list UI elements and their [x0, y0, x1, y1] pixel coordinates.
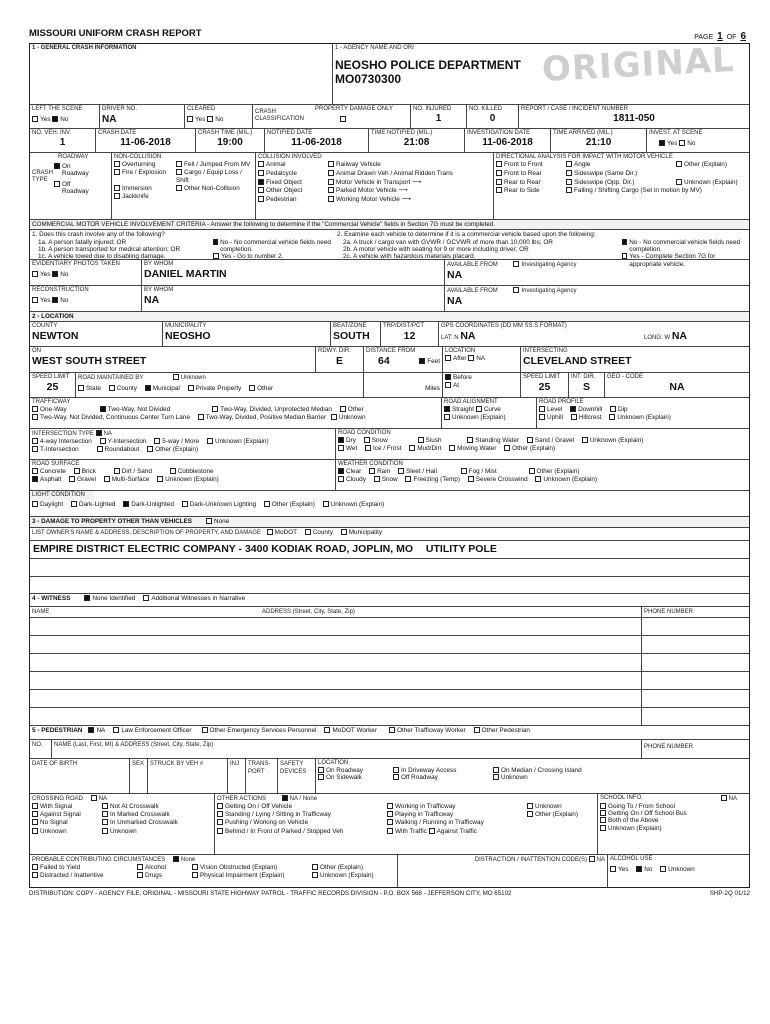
witness-columns-row: NAME ADDRESS (Street, City, State, Zip) PHONE NUMBER — [30, 607, 749, 618]
four-way-checkbox[interactable] — [32, 438, 38, 444]
form-id: SHP-2Q 01/12 — [709, 889, 750, 897]
getting-on-off-checkbox[interactable] — [217, 803, 223, 809]
railway-checkbox[interactable] — [328, 161, 334, 167]
arrow-right-icon: ⟶ — [398, 187, 408, 195]
crash-type-row: CRASH TYPE ROADWAY On Roadway Off Roadway NON-COLLISION Overturning Fell / Jumped From MV Fire / Explosion Cargo / Equip Loss / Shift Immersion Other Non-Collision Jackknife COLLISION INVOLVED Animal Railway Vehicle Pedalcycle Animal Drawn Veh / Animal Ridden Trans Fixed Object Motor Vehicle in Transport ⟶ Other Object Parked Motor Vehicle ⟶ Pedestrian Working Motor Vehicle ⟶ DIRECTIONAL ANALYSIS FOR IMPACT WITH MOTOR VEHICLE Front to Front Angle Other (Explain) Front to Rear Sideswipe (Same Dir.) Rear to Rear Sideswipe (Opp. Dir.) Unknown (Explain) Rear to Side Falling / Shifting Cargo (Set in motion by MV) — [30, 153, 749, 220]
pdo-checkbox[interactable] — [340, 116, 346, 122]
distraction-na-checkbox[interactable] — [589, 856, 595, 862]
physical-impair-checkbox[interactable] — [192, 872, 198, 878]
concrete-checkbox[interactable] — [32, 468, 38, 474]
recon-no-checkbox[interactable] — [52, 297, 58, 303]
section-3-title: 3 - DAMAGE TO PROPERTY OTHER THAN VEHICLES — [32, 518, 193, 526]
agency-block: 1 - AGENCY NAME AND ORI NEOSHO POLICE DEPARTMENT MO0730300 ORIGINAL — [333, 44, 749, 104]
immersion-checkbox[interactable] — [114, 185, 120, 191]
cmv-q2-no-checkbox[interactable] — [622, 239, 627, 245]
light-condition-row: LIGHT CONDITION Daylight Dark-Lighted Dark-Unlighted Dark-Unknown Lighting Other (Explain) Unknown (Explain) — [30, 491, 749, 517]
on-roadway-checkbox[interactable] — [54, 163, 60, 169]
cmv-q1-yes-checkbox[interactable] — [213, 253, 219, 259]
latitude-value: NA — [460, 330, 476, 343]
reconstruction-row: RECONSTRUCTION Yes No BY WHOM NA AVAILABLE FROM Investigating Agency NA — [30, 286, 749, 312]
dip-checkbox[interactable] — [610, 406, 616, 412]
driver-no-value: NA — [102, 113, 117, 125]
animal-checkbox[interactable] — [258, 161, 264, 167]
one-way-checkbox[interactable] — [32, 406, 38, 412]
trp-value: 12 — [403, 330, 416, 343]
other-object-checkbox[interactable] — [258, 187, 264, 193]
maint-state-checkbox[interactable] — [78, 385, 84, 391]
road-cond-other-checkbox[interactable] — [504, 445, 510, 451]
overturning-checkbox[interactable] — [114, 161, 120, 167]
speed-maint-row: SPEED LIMIT 25 ROAD MAINTAINED BY Unknown State County Municipal Private Property Other Miles Before At SPEED LIMIT 25 INT. DIR. S GEO - CODE NA — [30, 373, 749, 398]
severe-crosswind-checkbox[interactable] — [468, 476, 474, 482]
ped-emergency-checkbox[interactable] — [202, 727, 208, 733]
failed-yield-checkbox[interactable] — [32, 864, 38, 870]
parked-mv-checkbox[interactable] — [328, 187, 334, 193]
animal-drawn-checkbox[interactable] — [328, 170, 334, 176]
damage-municipality-checkbox[interactable] — [341, 529, 347, 535]
cmv-q1-no-checkbox[interactable] — [213, 239, 218, 245]
left-scene-yes-checkbox[interactable] — [32, 116, 38, 122]
hillcrest-checkbox[interactable] — [571, 414, 577, 420]
unmarked-crosswalk-checkbox[interactable] — [102, 819, 108, 825]
front-rear-checkbox[interactable] — [496, 170, 502, 176]
road-cond-unknown-checkbox[interactable] — [582, 437, 588, 443]
recon-agency-checkbox[interactable] — [513, 287, 519, 293]
crash-report-page — [29, 28, 750, 897]
damage-owner-text-row — [30, 541, 749, 559]
sand-gravel-checkbox[interactable] — [527, 437, 533, 443]
cleared-no-checkbox[interactable] — [207, 116, 213, 122]
witness-line-4 — [30, 672, 749, 690]
invest-scene-no-checkbox[interactable] — [679, 140, 685, 146]
slush-checkbox[interactable] — [418, 437, 424, 443]
witness-additional-checkbox[interactable] — [143, 595, 149, 601]
sideswipe-opp-checkbox[interactable] — [566, 179, 572, 185]
left-scene-row: LEFT THE SCENE Yes No DRIVER NO. NA CLEARED Yes No CRASH CLASSIFICATION PROPERTY DAMAGE ONLY NO. INJURED 1 NO. KILLED 0 REPORT / CASE / INCIDENT NUMBER 1811-050 — [30, 105, 749, 129]
moving-water-checkbox[interactable] — [449, 445, 455, 451]
clear-checkbox[interactable] — [338, 468, 344, 474]
brick-checkbox[interactable] — [74, 468, 80, 474]
beat-zone-value: SOUTH — [333, 330, 370, 343]
uphill-checkbox[interactable] — [539, 414, 545, 420]
crossing-na-checkbox[interactable] — [91, 795, 97, 801]
left-scene-no-checkbox[interactable] — [52, 116, 58, 122]
cargo-loss-checkbox[interactable] — [176, 169, 182, 175]
weather-unknown-checkbox[interactable] — [535, 476, 541, 482]
witness-line-2 — [30, 636, 749, 654]
section-1-title: 1 - GENERAL CRASH INFORMATION — [32, 45, 137, 51]
recon-yes-checkbox[interactable] — [32, 297, 38, 303]
location-na-checkbox[interactable] — [468, 355, 474, 361]
page-number: 1 — [717, 31, 723, 42]
rear-side-checkbox[interactable] — [496, 187, 502, 193]
dirt-sand-checkbox[interactable] — [114, 468, 120, 474]
t-intersection-checkbox[interactable] — [32, 446, 38, 452]
surface-unknown-checkbox[interactable] — [157, 476, 163, 482]
recon-by: NA — [144, 294, 160, 307]
damage-county-checkbox[interactable] — [305, 529, 311, 535]
other-direction-checkbox[interactable] — [676, 161, 682, 167]
section-3-heading: 3 - DAMAGE TO PROPERTY OTHER THAN VEHICLES None — [30, 517, 749, 527]
on-street-value: WEST SOUTH STREET — [32, 355, 147, 368]
injured-count: 1 — [435, 112, 442, 124]
wet-checkbox[interactable] — [338, 445, 344, 451]
page-total: 6 — [740, 31, 746, 42]
maint-county-checkbox[interactable] — [109, 385, 115, 391]
level-checkbox[interactable] — [539, 406, 545, 412]
fog-mist-checkbox[interactable] — [461, 468, 467, 474]
general-info-header-row — [30, 39, 749, 105]
rear-rear-checkbox[interactable] — [496, 179, 502, 185]
invest-scene-yes-checkbox[interactable] — [659, 140, 665, 146]
alcohol-use-no-checkbox[interactable] — [636, 866, 642, 872]
angle-checkbox[interactable] — [566, 161, 572, 167]
arrow-right-icon: ⟶ — [401, 196, 411, 204]
pedestrian-name-row: NO. NAME (Last, First, MI) & ADDRESS (Street, City, State, Zip) PHONE NUMBER — [30, 740, 749, 759]
pedestrian-heading-row: 5 - PEDESTRIAN NA Law Enforcement Officer Other Emergency Services Personnel MoDOT Worker Other Trafficway Worker Other Pedestrian — [30, 726, 749, 740]
alcohol-checkbox[interactable] — [137, 864, 143, 870]
profile-unknown-checkbox[interactable] — [609, 414, 615, 420]
ped-leo-checkbox[interactable] — [113, 727, 119, 733]
going-to-school-checkbox[interactable] — [600, 803, 606, 809]
pedestrian-detail-row: DATE OF BIRTH SEX STRUCK BY VEH # INJ TRANS- PORT SAFETY DEVICES LOCATION On Roadway In Driveway Access On Median / Crossing Island On Sidewalk Off Roadway Unknown — [30, 759, 749, 794]
other-actions-none-checkbox[interactable] — [282, 795, 288, 801]
trafficway-unknown-checkbox[interactable] — [331, 414, 337, 420]
curve-checkbox[interactable] — [476, 406, 482, 412]
behind-front-checkbox[interactable] — [217, 828, 223, 834]
downhill-checkbox[interactable] — [570, 406, 576, 412]
damage-blank-line — [30, 577, 749, 594]
school-na-checkbox[interactable] — [721, 795, 727, 801]
off-roadway-checkbox[interactable] — [54, 181, 60, 187]
damage-none-checkbox[interactable] — [206, 518, 212, 524]
ped-on-sidewalk-checkbox[interactable] — [318, 774, 324, 780]
school-bus-checkbox[interactable] — [600, 810, 606, 816]
photos-yes-checkbox[interactable] — [32, 271, 38, 277]
crosswalk-unknown-checkbox[interactable] — [102, 828, 108, 834]
unknown-direction-checkbox[interactable] — [676, 179, 682, 185]
with-signal-checkbox[interactable] — [32, 803, 38, 809]
intersection-na-checkbox[interactable] — [96, 430, 102, 436]
falling-cargo-checkbox[interactable] — [566, 187, 572, 193]
vehicles-involved: 1 — [59, 136, 66, 148]
investigation-date: 11-06-2018 — [482, 136, 533, 148]
light-unknown-checkbox[interactable] — [323, 501, 329, 507]
other-noncollision-checkbox[interactable] — [176, 185, 182, 191]
intersecting-street: CLEVELAND STREET — [523, 355, 632, 368]
surface-weather-row: ROAD SURFACE Concrete Brick Dirt / Sand Cobblestone Asphalt Gravel Multi-Surface Unknown (Explain) WEATHER CONDITION Clear Rain Sleet / Hail Fog / Mist Other (Explain) Cloudy Snow Freezing (Temp) Severe Crosswind Unknown (Explain) — [30, 460, 749, 491]
pushing-checkbox[interactable] — [217, 819, 223, 825]
damage-blank-line — [30, 559, 749, 577]
damage-modot-checkbox[interactable] — [267, 529, 273, 535]
fixed-object-checkbox[interactable] — [258, 179, 264, 185]
weather-snow-checkbox[interactable] — [374, 476, 380, 482]
agency-name: NEOSHO POLICE DEPARTMENT — [335, 57, 521, 72]
alcohol-use-unknown-checkbox[interactable] — [660, 866, 666, 872]
drugs-checkbox[interactable] — [137, 872, 143, 878]
ped-on-roadway-checkbox[interactable] — [318, 767, 324, 773]
cloudy-checkbox[interactable] — [338, 476, 344, 482]
ped-location-unknown-checkbox[interactable] — [493, 774, 499, 780]
date-time-row: NO. VEH. INV. 1 CRASH DATE 11-06-2018 CRASH TIME (MIL.) 19:00 NOTIFIED DATE 11-06-2018 TIME NOTIFIED (MIL.) 21:08 INVESTIGATION DATE 11-06-2018 TIME ARRIVED (MIL.) 21:10 INVEST. AT SCENE Yes No — [30, 129, 749, 153]
report-title: MISSOURI UNIFORM CRASH REPORT — [29, 28, 202, 39]
dark-unknown-checkbox[interactable] — [182, 501, 188, 507]
two-way-positive-barrier-checkbox[interactable] — [198, 414, 204, 420]
playing-checkbox[interactable] — [387, 811, 393, 817]
ped-modot-worker-checkbox[interactable] — [324, 727, 330, 733]
crash-date: 11-06-2018 — [120, 136, 171, 148]
dry-checkbox[interactable] — [338, 437, 344, 443]
ped-other-checkbox[interactable] — [474, 727, 480, 733]
time-notified: 21:08 — [403, 136, 430, 148]
working-mv-checkbox[interactable] — [328, 196, 334, 202]
pedestrian-actions-row: CROSSING ROAD NA With Signal Not At Crosswalk Against Signal In Marked Crosswalk No Signal In Unmarked Crosswalk Unknown Unknown OTHER ACTIONS NA / None Getting On / Off Vehicle Working in Trafficway Unknown Standing / Lying / Sitting in Trafficway Playing in Trafficway Other (Explain) Pushing / Working on Vehicle Walking / Running in Trafficway Behind / In Front of Parked / Stopped Veh With Traffic Against Traffic SCHOOL INFO. NA Going To / From School Getting On / Off School Bus Both of the Above Unknown (Explain) — [30, 794, 749, 855]
on-street-row: ON WEST SOUTH STREET RDWY. DIR. E DISTANCE FROM 64 Feet LOCATION After NA INTERSECTING CLEVELAND STREET — [30, 347, 749, 373]
two-way-center-turn-checkbox[interactable] — [32, 414, 38, 420]
geo-code-value: NA — [669, 381, 685, 394]
crossing-unknown-checkbox[interactable] — [32, 828, 38, 834]
damage-owner-text: EMPIRE DISTRICT ELECTRIC COMPANY - 3400 KODIAK ROAD, JOPLIN, MO — [33, 543, 413, 556]
roadway-direction: E — [335, 355, 343, 368]
after-checkbox[interactable] — [445, 355, 451, 361]
witness-none-checkbox[interactable] — [84, 595, 90, 601]
mv-transport-checkbox[interactable] — [328, 179, 334, 185]
ped-on-median-checkbox[interactable] — [493, 767, 499, 773]
asphalt-checkbox[interactable] — [32, 476, 38, 482]
standing-lying-checkbox[interactable] — [217, 811, 223, 817]
two-way-not-divided-checkbox[interactable] — [100, 406, 106, 412]
photos-available: NA — [447, 269, 463, 282]
section-5-title: 5 - PEDESTRIAN — [32, 726, 83, 734]
daylight-checkbox[interactable] — [32, 501, 38, 507]
rain-checkbox[interactable] — [369, 468, 375, 474]
school-unknown-checkbox[interactable] — [600, 825, 606, 831]
contributing-row: PROBABLE CONTRIBUTING CIRCUMSTANCES None Failed to Yield Alcohol Vision Obstructed (Explain) Other (Explain) Distracted / Inattentive Drugs Physical Impairment (Explain) Unknown (Explain) DISTRACTION / INATTENTION CODE(S) NA ALCOHOL USE Yes No Unknown — [30, 855, 749, 887]
photos-agency-checkbox[interactable] — [513, 261, 519, 267]
maint-private-checkbox[interactable] — [188, 385, 194, 391]
longitude-value: NA — [671, 330, 687, 343]
distance-value: 64 — [378, 355, 390, 368]
damaged-property-text: UTILITY POLE — [425, 543, 497, 556]
intersection-other-checkbox[interactable] — [147, 446, 153, 452]
against-traffic-checkbox[interactable] — [429, 828, 435, 834]
y-intersection-checkbox[interactable] — [100, 438, 106, 444]
distribution-text: DISTRIBUTION: COPY - AGENCY FILE; ORIGINAL - MISSOURI STATE HIGHWAY PATROL - TRAFFIC RECORDS DIVISION - P.O. BOX 568 - JEFFERSON CITY, MO 65102 — [29, 889, 512, 897]
against-signal-checkbox[interactable] — [32, 811, 38, 817]
form-footer — [29, 890, 750, 897]
ped-na-checkbox[interactable] — [88, 727, 94, 733]
gravel-checkbox[interactable] — [69, 476, 75, 482]
notified-date: 11-06-2018 — [291, 136, 342, 148]
photos-by: DANIEL MARTIN — [144, 268, 227, 281]
witness-heading-row: 4 - WITNESS None Identified Additional Witnesses in Narrative — [30, 594, 749, 607]
damage-owner-label-row: LIST OWNER'S NAME & ADDRESS, DESCRIPTION OF PROPERTY, AND DAMAGE MoDOT County Municipality — [30, 528, 749, 541]
crash-time: 19:00 — [217, 136, 243, 148]
walking-running-checkbox[interactable] — [387, 819, 393, 825]
trafficway-other-checkbox[interactable] — [340, 406, 346, 412]
contributing-unknown-checkbox[interactable] — [312, 872, 318, 878]
distracted-checkbox[interactable] — [32, 872, 38, 878]
page-indicator: PAGE 1 OF 6 — [694, 31, 750, 42]
pedestrian-checkbox[interactable] — [258, 196, 264, 202]
municipality-value: NEOSHO — [165, 330, 211, 343]
before-checkbox[interactable] — [445, 374, 451, 380]
maint-unknown-checkbox[interactable] — [173, 374, 179, 380]
ped-in-driveway-checkbox[interactable] — [393, 767, 399, 773]
alignment-unknown-checkbox[interactable] — [444, 414, 450, 420]
snow-checkbox[interactable] — [364, 437, 370, 443]
working-trafficway-checkbox[interactable] — [387, 803, 393, 809]
five-way-checkbox[interactable] — [154, 438, 160, 444]
original-stamp: ORIGINAL — [541, 39, 736, 91]
photos-row: EVIDENTIARY PHOTOS TAKEN Yes No BY WHOM DANIEL MARTIN AVAILABLE FROM Investigating Agency NA — [30, 260, 749, 286]
both-above-checkbox[interactable] — [600, 817, 606, 823]
weather-other-checkbox[interactable] — [529, 468, 535, 474]
maint-municipal-checkbox[interactable] — [145, 385, 151, 391]
witness-line-5 — [30, 690, 749, 708]
witness-line-1 — [30, 618, 749, 636]
jackknife-checkbox[interactable] — [114, 193, 120, 199]
dark-lighted-checkbox[interactable] — [71, 501, 77, 507]
report-header — [29, 28, 750, 43]
int-speed-value: 25 — [538, 381, 551, 394]
no-signal-checkbox[interactable] — [32, 819, 38, 825]
agency-ori: MO0730300 — [335, 71, 402, 86]
actions-other-checkbox[interactable] — [527, 811, 533, 817]
feet-checkbox[interactable] — [419, 358, 425, 364]
actions-unknown-checkbox[interactable] — [527, 803, 533, 809]
photos-no-checkbox[interactable] — [52, 271, 58, 277]
witness-line-3 — [30, 654, 749, 672]
time-arrived: 21:10 — [585, 136, 612, 148]
ped-off-roadway-checkbox[interactable] — [393, 774, 399, 780]
two-way-unprotected-checkbox[interactable] — [212, 406, 218, 412]
multi-surface-checkbox[interactable] — [104, 476, 110, 482]
fell-jumped-checkbox[interactable] — [176, 161, 182, 167]
standing-water-checkbox[interactable] — [467, 437, 473, 443]
section-2-title: 2 - LOCATION — [30, 312, 749, 322]
witness-line-6 — [30, 708, 749, 726]
intersection-row: INTERSECTION TYPE NA 4-way Intersection Y-Intersection 5-way / More Unknown (Explain) T-Intersection Roundabout Other (Explain) ROAD CONDITION Dry Snow Slush Standing Water Sand / Gravel Unknown (Explain) Wet Ice / Frost Mud/Dirt Moving Water Other (Explain) — [30, 429, 749, 460]
cleared-yes-checkbox[interactable] — [187, 116, 193, 122]
pedalcycle-checkbox[interactable] — [258, 170, 264, 176]
straight-checkbox[interactable] — [444, 406, 450, 412]
vision-obstructed-checkbox[interactable] — [192, 864, 198, 870]
front-front-checkbox[interactable] — [496, 161, 502, 167]
with-traffic-checkbox[interactable] — [387, 828, 393, 834]
ice-frost-checkbox[interactable] — [365, 445, 371, 451]
county-value: NEWTON — [32, 330, 79, 343]
county-row: COUNTY NEWTON MUNICIPALITY NEOSHO BEAT/ZONE SOUTH TRP/DIST/PCT 12 GPS COORDINATES (DD MM SS.S FORMAT) LAT: N NA LONG: W NA — [30, 322, 749, 347]
roundabout-checkbox[interactable] — [97, 446, 103, 452]
intersection-unknown-checkbox[interactable] — [207, 438, 213, 444]
killed-count: 0 — [489, 112, 496, 124]
section-4-title: 4 - WITNESS — [32, 594, 71, 602]
int-direction: S — [582, 381, 590, 394]
not-at-crosswalk-checkbox[interactable] — [102, 803, 108, 809]
sleet-hail-checkbox[interactable] — [398, 468, 404, 474]
at-checkbox[interactable] — [445, 382, 451, 388]
marked-crosswalk-checkbox[interactable] — [102, 811, 108, 817]
light-other-checkbox[interactable] — [264, 501, 270, 507]
speed-limit-value: 25 — [46, 381, 59, 394]
cmv-criteria-heading: COMMERCIAL MOTOR VEHICLE INVOLVEMENT CRITERIA - Answer the following to determine if the "Commercial Vehicle" fields in Section 7G must be completed. — [30, 220, 749, 230]
crash-report-form — [29, 39, 750, 888]
alcohol-use-yes-checkbox[interactable] — [610, 866, 616, 872]
report-number: 1811-050 — [613, 112, 655, 124]
arrow-right-icon: ⟶ — [412, 178, 422, 186]
dark-unlighted-checkbox[interactable] — [123, 501, 129, 507]
trafficway-row: TRAFFICWAY One-Way Two-Way, Not Divided Two-Way, Divided, Unprotected Median Other Two-Way, Not Divided, Continuous Center Turn Lane Two-Way, Divided, Positive Median Barrier Unknown ROAD ALIGNMENT Straight Curve Unknown (Explain) ROAD PROFILE Level Downhill Dip Uphill Hillcrest Unknown (Explain) — [30, 398, 749, 429]
cobblestone-checkbox[interactable] — [170, 468, 176, 474]
cmv-q2-yes-checkbox[interactable] — [622, 253, 627, 259]
recon-available: NA — [447, 295, 463, 308]
fire-explosion-checkbox[interactable] — [114, 169, 120, 175]
maint-other-checkbox[interactable] — [249, 385, 255, 391]
sideswipe-same-checkbox[interactable] — [566, 170, 572, 176]
contributing-none-checkbox[interactable] — [173, 856, 179, 862]
cmv-criteria-row: 1. Does this crash involve any of the following? 1a. A person fatally injured; OR 1b. A person transported for medical attention; OR 1c. A vehicle towed due to disabling damage. No - No commercial vehicle fields need completion. Yes - Go to number 2. 2. Examine each vehicle to determine if it is a commercial vehicle based upon the following: 2a. A truck / cargo van with GVWR / GCVWR of more than 10,000 lbs; OR 2b. A motor vehicle with seating for 9 or more including driver; OR 2c. A vehicle with hazardous materials placard. No - No commercial vehicle fields need completion. Yes - Complete Section 7G for appropriate vehicle. — [30, 230, 749, 260]
contributing-other-checkbox[interactable] — [312, 864, 318, 870]
ped-trafficway-worker-checkbox[interactable] — [389, 727, 395, 733]
freezing-checkbox[interactable] — [405, 476, 411, 482]
mud-dirt-checkbox[interactable] — [409, 445, 415, 451]
